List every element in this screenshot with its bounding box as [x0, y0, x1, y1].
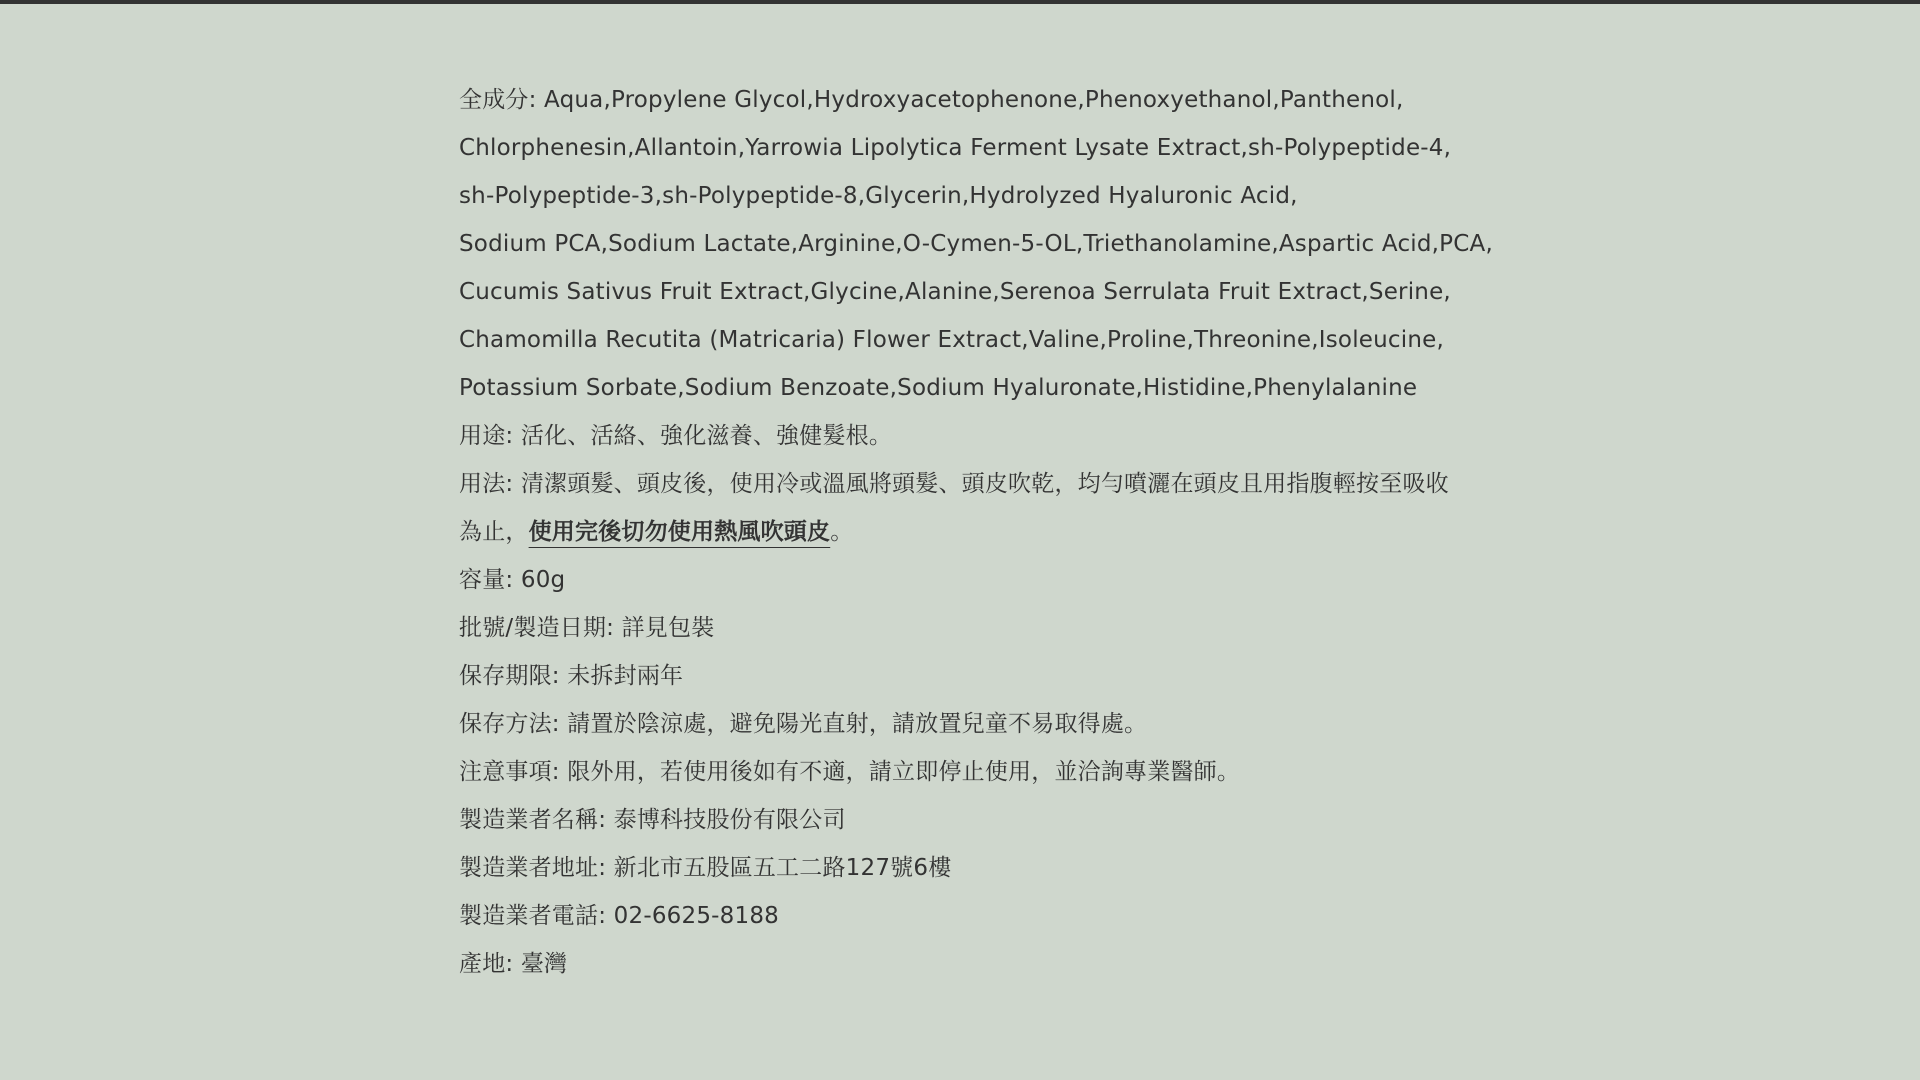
ingredients-line-2: Chlorphenesin,Allantoin,Yarrowia Lipolytica Ferment Lysate Extract,sh-Polypeptide-4,	[459, 135, 1452, 161]
manufacturer-name: 製造業者名稱: 泰博科技股份有限公司	[459, 807, 846, 833]
usage-purpose: 用途: 活化、活絡、強化滋養、強健髮根。	[459, 423, 893, 449]
batch-date: 批號/製造日期: 詳見包裝	[459, 615, 715, 641]
capacity: 容量: 60g	[459, 567, 566, 593]
ingredients-line-4: Sodium PCA,Sodium Lactate,Arginine,O-Cymen-5-OL,Triethanolamine,Aspartic Acid,PCA,	[459, 231, 1493, 257]
usage-method-prefix: 為止，	[459, 519, 529, 545]
usage-method-line-2	[459, 508, 1599, 556]
ingredients-line-5: Cucumis Sativus Fruit Extract,Glycine,Alanine,Serenoa Serrulata Fruit Extract,Serine,	[459, 279, 1451, 305]
origin: 產地: 臺灣	[459, 951, 568, 977]
manufacturer-address: 製造業者地址: 新北市五股區五工二路127號6樓	[459, 855, 952, 881]
ingredients-line-1: 全成分: Aqua,Propylene Glycol,Hydroxyacetophenone,Phenoxyethanol,Panthenol,	[459, 87, 1404, 113]
manufacturer-phone: 製造業者電話: 02-6625-8188	[459, 903, 779, 929]
shelf-life: 保存期限: 未拆封兩年	[459, 663, 684, 689]
storage-method: 保存方法: 請置於陰涼處，避免陽光直射，請放置兒童不易取得處。	[459, 711, 1148, 737]
usage-method-line-1: 用法: 清潔頭髮、頭皮後，使用冷或溫風將頭髮、頭皮吹乾，均勻噴灑在頭皮且用指腹輕按至吸收	[459, 471, 1449, 497]
hot-air-warning: 使用完後切勿使用熱風吹頭皮	[528, 519, 831, 545]
top-border	[0, 0, 1920, 4]
usage-method-suffix: 。	[830, 519, 854, 545]
ingredients-line-3: sh-Polypeptide-3,sh-Polypeptide-8,Glycerin,Hydrolyzed Hyaluronic Acid,	[459, 183, 1298, 209]
ingredients-line-6: Chamomilla Recutita (Matricaria) Flower Extract,Valine,Proline,Threonine,Isoleucine,	[459, 327, 1444, 353]
product-info	[459, 76, 1599, 988]
precautions: 注意事項: 限外用，若使用後如有不適，請立即停止使用，並洽詢專業醫師。	[459, 759, 1241, 785]
ingredients-line-7: Potassium Sorbate,Sodium Benzoate,Sodium Hyaluronate,Histidine,Phenylalanine	[459, 375, 1418, 401]
